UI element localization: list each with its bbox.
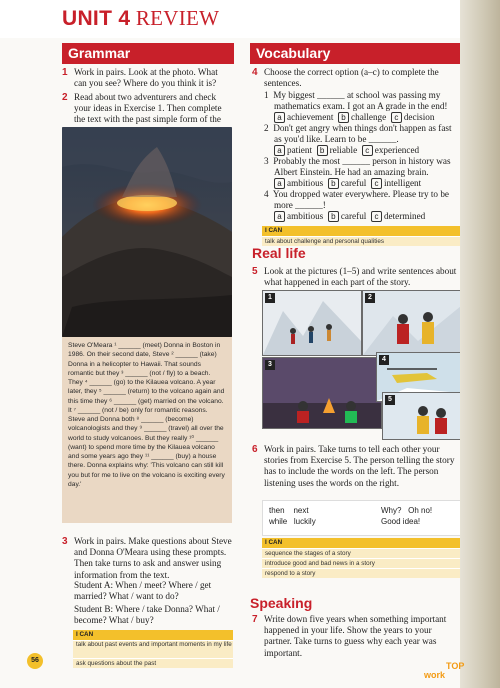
page-number: 56 [27, 653, 43, 669]
story-panel-3 [262, 357, 382, 429]
exercise-4-number: 4 [252, 67, 258, 78]
volcano-photo [62, 127, 232, 337]
vocab-item-4: 4 You dropped water everywhere. Please try to be [264, 189, 449, 199]
panel-number: 5 [385, 395, 395, 405]
vocab-item-1-options: a achievement b challenge c decision [274, 112, 434, 123]
exercise-5-number: 5 [252, 266, 258, 277]
exercise-7-text: Write down five years when something important happened in your life. Show the years to your partner. Take turns to guess why each year was important. [264, 614, 447, 658]
ican-row: talk about challenge and personal qualities [262, 236, 460, 246]
student-b-prompts: Student B: Where / take Donna? What / become? What / buy? [74, 604, 220, 626]
ican-row: introduce good and bad news in a story [262, 558, 460, 568]
word-box [262, 500, 462, 536]
ican-row: talk about past events and important moments in my life [73, 640, 233, 658]
exercise-6-number: 6 [252, 444, 258, 455]
exercise-7-number: 7 [252, 614, 258, 625]
exercise-5-text: Look at the pictures (1–5) and write sentences about what happened in each part of the story. [264, 266, 457, 288]
story-panel-5 [382, 392, 462, 440]
words-left: then next while luckily [269, 506, 316, 526]
exercise-2-text: Read about two adventurers and check your ideas in Exercise 1. Then complete the text with the past simple form of the [74, 92, 222, 125]
panel-number: 2 [365, 293, 375, 303]
exercise-4-text: Choose the correct option (a–c) to complete the sentences. [264, 67, 439, 89]
vocab-item-2-cont: as you'd like. Learn to be ______. [274, 134, 399, 144]
panel-number: 1 [265, 293, 275, 303]
story-panel-1 [262, 290, 362, 356]
vocab-item-4-options: a ambitious b careful c determined [274, 211, 425, 222]
exercise-1-number: 1 [62, 67, 68, 78]
exercise-1-text: Work in pairs. Look at the photo. What can you see? Where do you think it is? [74, 67, 218, 89]
exercise-3-text: Work in pairs. Make questions about Steve and Donna O'Meara using these prompts. Then take turns to ask and answer using information from the text. [74, 536, 232, 580]
vocab-item-2-options: a patient b reliable c experienced [274, 145, 419, 156]
vocab-item-3-cont: Albert Einstein. He had an amazing brain. [274, 167, 429, 177]
unit-title: UNIT 4 REVIEW [62, 6, 220, 30]
vocab-item-4-cont: more ______! [274, 200, 326, 210]
real-life-ican-box: I CAN sequence the stages of a story introduce good and bad news in a story respond to a story [262, 538, 460, 578]
vocabulary-ican-box: I CAN talk about challenge and personal qualities [262, 226, 460, 246]
vocab-item-1: 1 My biggest ______ at school was passing my [264, 90, 441, 100]
panel-number: 4 [379, 355, 389, 365]
ican-row: respond to a story [262, 568, 460, 578]
vocab-item-3: 3 Probably the most ______ person in history was [264, 156, 451, 166]
grammar-ican-box: I CAN talk about past events and important moments in my life ask questions about the past [73, 630, 233, 668]
ican-row: sequence the stages of a story [262, 548, 460, 558]
vocabulary-heading: Vocabulary [250, 43, 460, 64]
story-text-box: Steve O'Meara ¹ ______ (meet) Donna in Boston in 1986. On their second date, Steve ² ______ (take) Donna in a helicopter to Hawaii. That sounds romantic but they ³ ______ (not / fly) to a beach. They ⁴ ______ (go) to the Kilauea volcano. A year later, they ⁵ ______ (return) to the volcano again and this time they ⁶ ______ (get) married on the volcano. It ⁷ ______ (not / be) only for romantic reasons. Steve and Donna both ⁸ ______ (become) volcanologists and they ⁹ ______ (travel) all over the world to study volcanoes. But they really ¹⁰ ______ (want) to spend more time by the Kilauea volcano and some years ago they ¹¹ ______ (buy) a house there. Donna explains why: 'This volcano can still kill you but for me to live on the volcano is exciting every day.' [62, 337, 232, 523]
exercise-2-number: 2 [62, 92, 68, 103]
vocab-item-1-cont: mathematics exam. I got an A grade in the end! [274, 101, 448, 111]
panel-number: 3 [265, 360, 275, 370]
watermark: TOP work [424, 661, 465, 680]
ican-row: ask questions about the past [73, 658, 233, 668]
student-a-prompts: Student A: When / meet? Where / get married? What / want to do? [74, 580, 212, 602]
story-panel-2 [362, 290, 462, 356]
speaking-heading: Speaking [250, 595, 313, 611]
real-life-heading: Real life [252, 245, 306, 261]
exercise-3-number: 3 [62, 536, 68, 547]
vocab-item-2: 2 Don't get angry when things don't happen as fast [264, 123, 452, 133]
exercise-6-text: Work in pairs. Take turns to tell each other your stories from Exercise 5. The person telling the story has to include the words on the left. The person listening uses the words on the right. [264, 444, 455, 488]
words-right: Why? Oh no! Good idea! [381, 506, 433, 526]
page-edge-shadow [460, 0, 500, 688]
vocab-item-3-options: a ambitious b careful c intelligent [274, 178, 421, 189]
grammar-heading: Grammar [62, 43, 234, 64]
